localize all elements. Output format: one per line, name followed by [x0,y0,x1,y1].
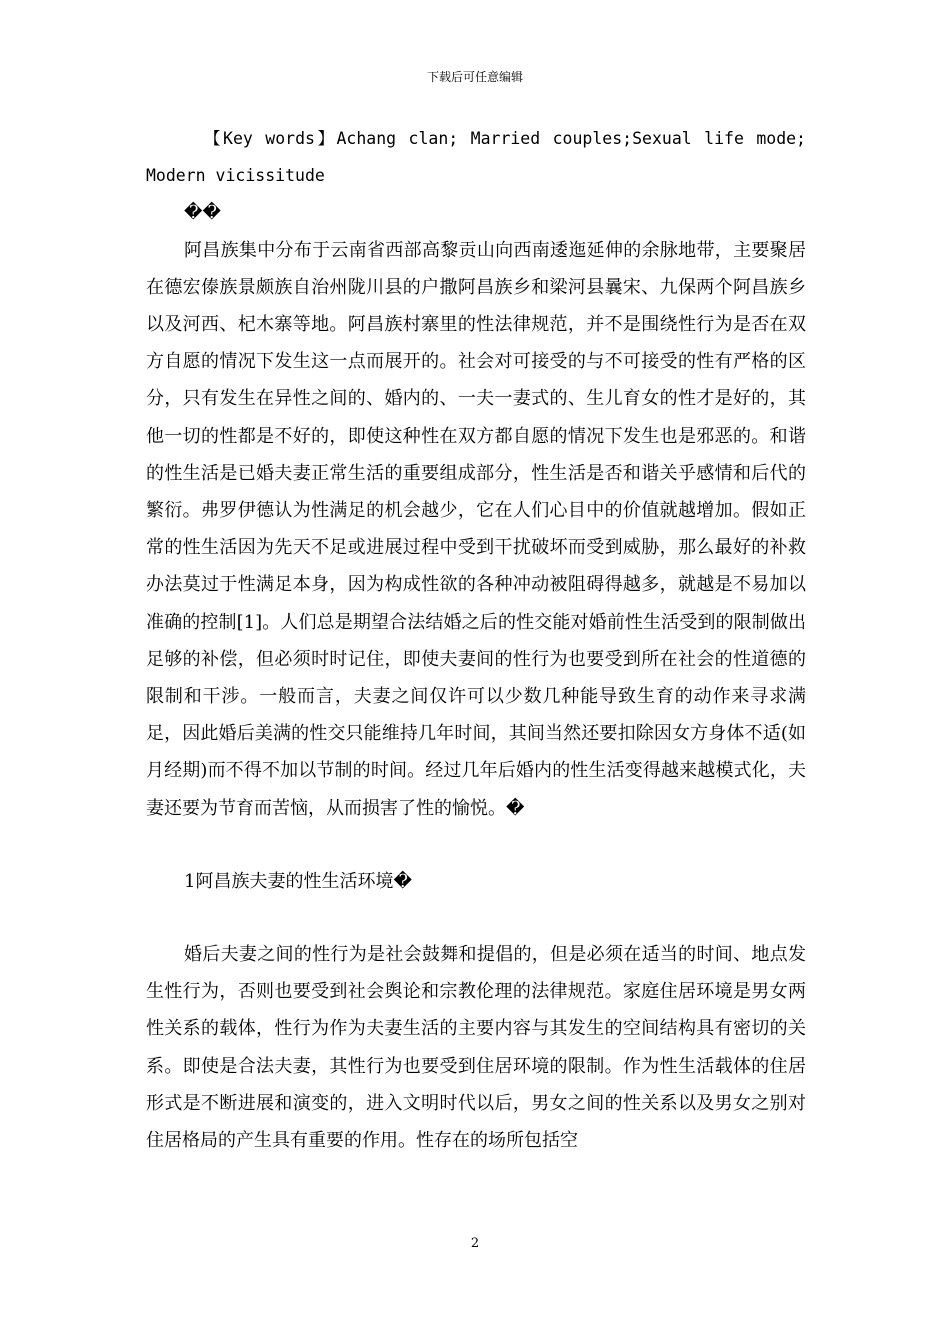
section-heading: 1阿昌族夫妻的性生活环境� [184,870,412,892]
paragraph-spacer [146,827,806,863]
garbled-line: �� [184,202,221,224]
page-header: 下载后可任意编辑 [426,70,523,84]
page-number: 2 [470,1236,480,1251]
document-body [146,120,806,1159]
keywords-label: 【Key words】 [204,129,337,148]
keywords-line [146,120,806,194]
body-paragraph: 阿昌族集中分布于云南省西部高黎贡山向西南逶迤延伸的余脉地带，主要聚居在德宏傣族景颇族自治州陇川县的户撒阿昌族乡和梁河县曩宋、九保两个阿昌族乡以及河西、杞木寨等地。阿昌族村寨里的性法律规范，并不是围绕性行为是否在双方自愿的情况下发生这一点而展开的。社会对可接受的与不可接受的性有严格的区分，只有发生在异性之间的、婚内的、一夫一妻式的、生儿育女的性才是好的，其他一切的性都是不好的，即使这种性在双方都自愿的情况下发生也是邪恶的。和谐的性生活是已婚夫妻正常生活的重要组成部分，性生活是否和谐关乎感情和后代的繁衍。弗罗伊德认为性满足的机会越少，它在人们心目中的价值就越增加。假如正常的性生活因为先天不足或进展过程中受到干扰破坏而受到威胁，那么最好的补救办法莫过于性满足本身，因为构成性欲的各种冲动被阻碍得越多，就越是不易加以准确的控制[1]。人们总是期望合法结婚之后的性交能对婚前性生活受到的限制做出足够的补偿，但必须时时记住，即使夫妻间的性行为也要受到所在社会的性道德的限制和干涉。一般而言，夫妻之间仅许可以少数几种能导致生育的动作来寻求满足，因此婚后美满的性交只能维持几年时间，其间当然还要扣除因女方身体不适(如月经期)而不得不加以节制的时间。经过几年后婚内的性生活变得越来越模式化，夫妻还要为节育而苦恼，从而损害了性的愉悦。� [146,239,806,819]
keywords-text: Achang clan; Married couples;Sexual life mode; Modern vicissitude [146,129,806,186]
body-paragraph: 婚后夫妻之间的性行为是社会鼓舞和提倡的，但是必须在适当的时间、地点发生性行为，否则也要受到社会舆论和宗教伦理的法律规范。家庭住居环境是男女两性关系的载体，性行为作为夫妻生活的主要内容与其发生的空间结构具有密切的关系。即使是合法夫妻，其性行为也要受到住居环境的限制。作为性生活载体的住居形式是不断进展和演变的，进入文明时代以后，男女之间的性关系以及男女之别对住居格局的产生具有重要的作用。性存在的场所包括空 [146,944,806,1152]
paragraph-spacer [146,900,806,936]
